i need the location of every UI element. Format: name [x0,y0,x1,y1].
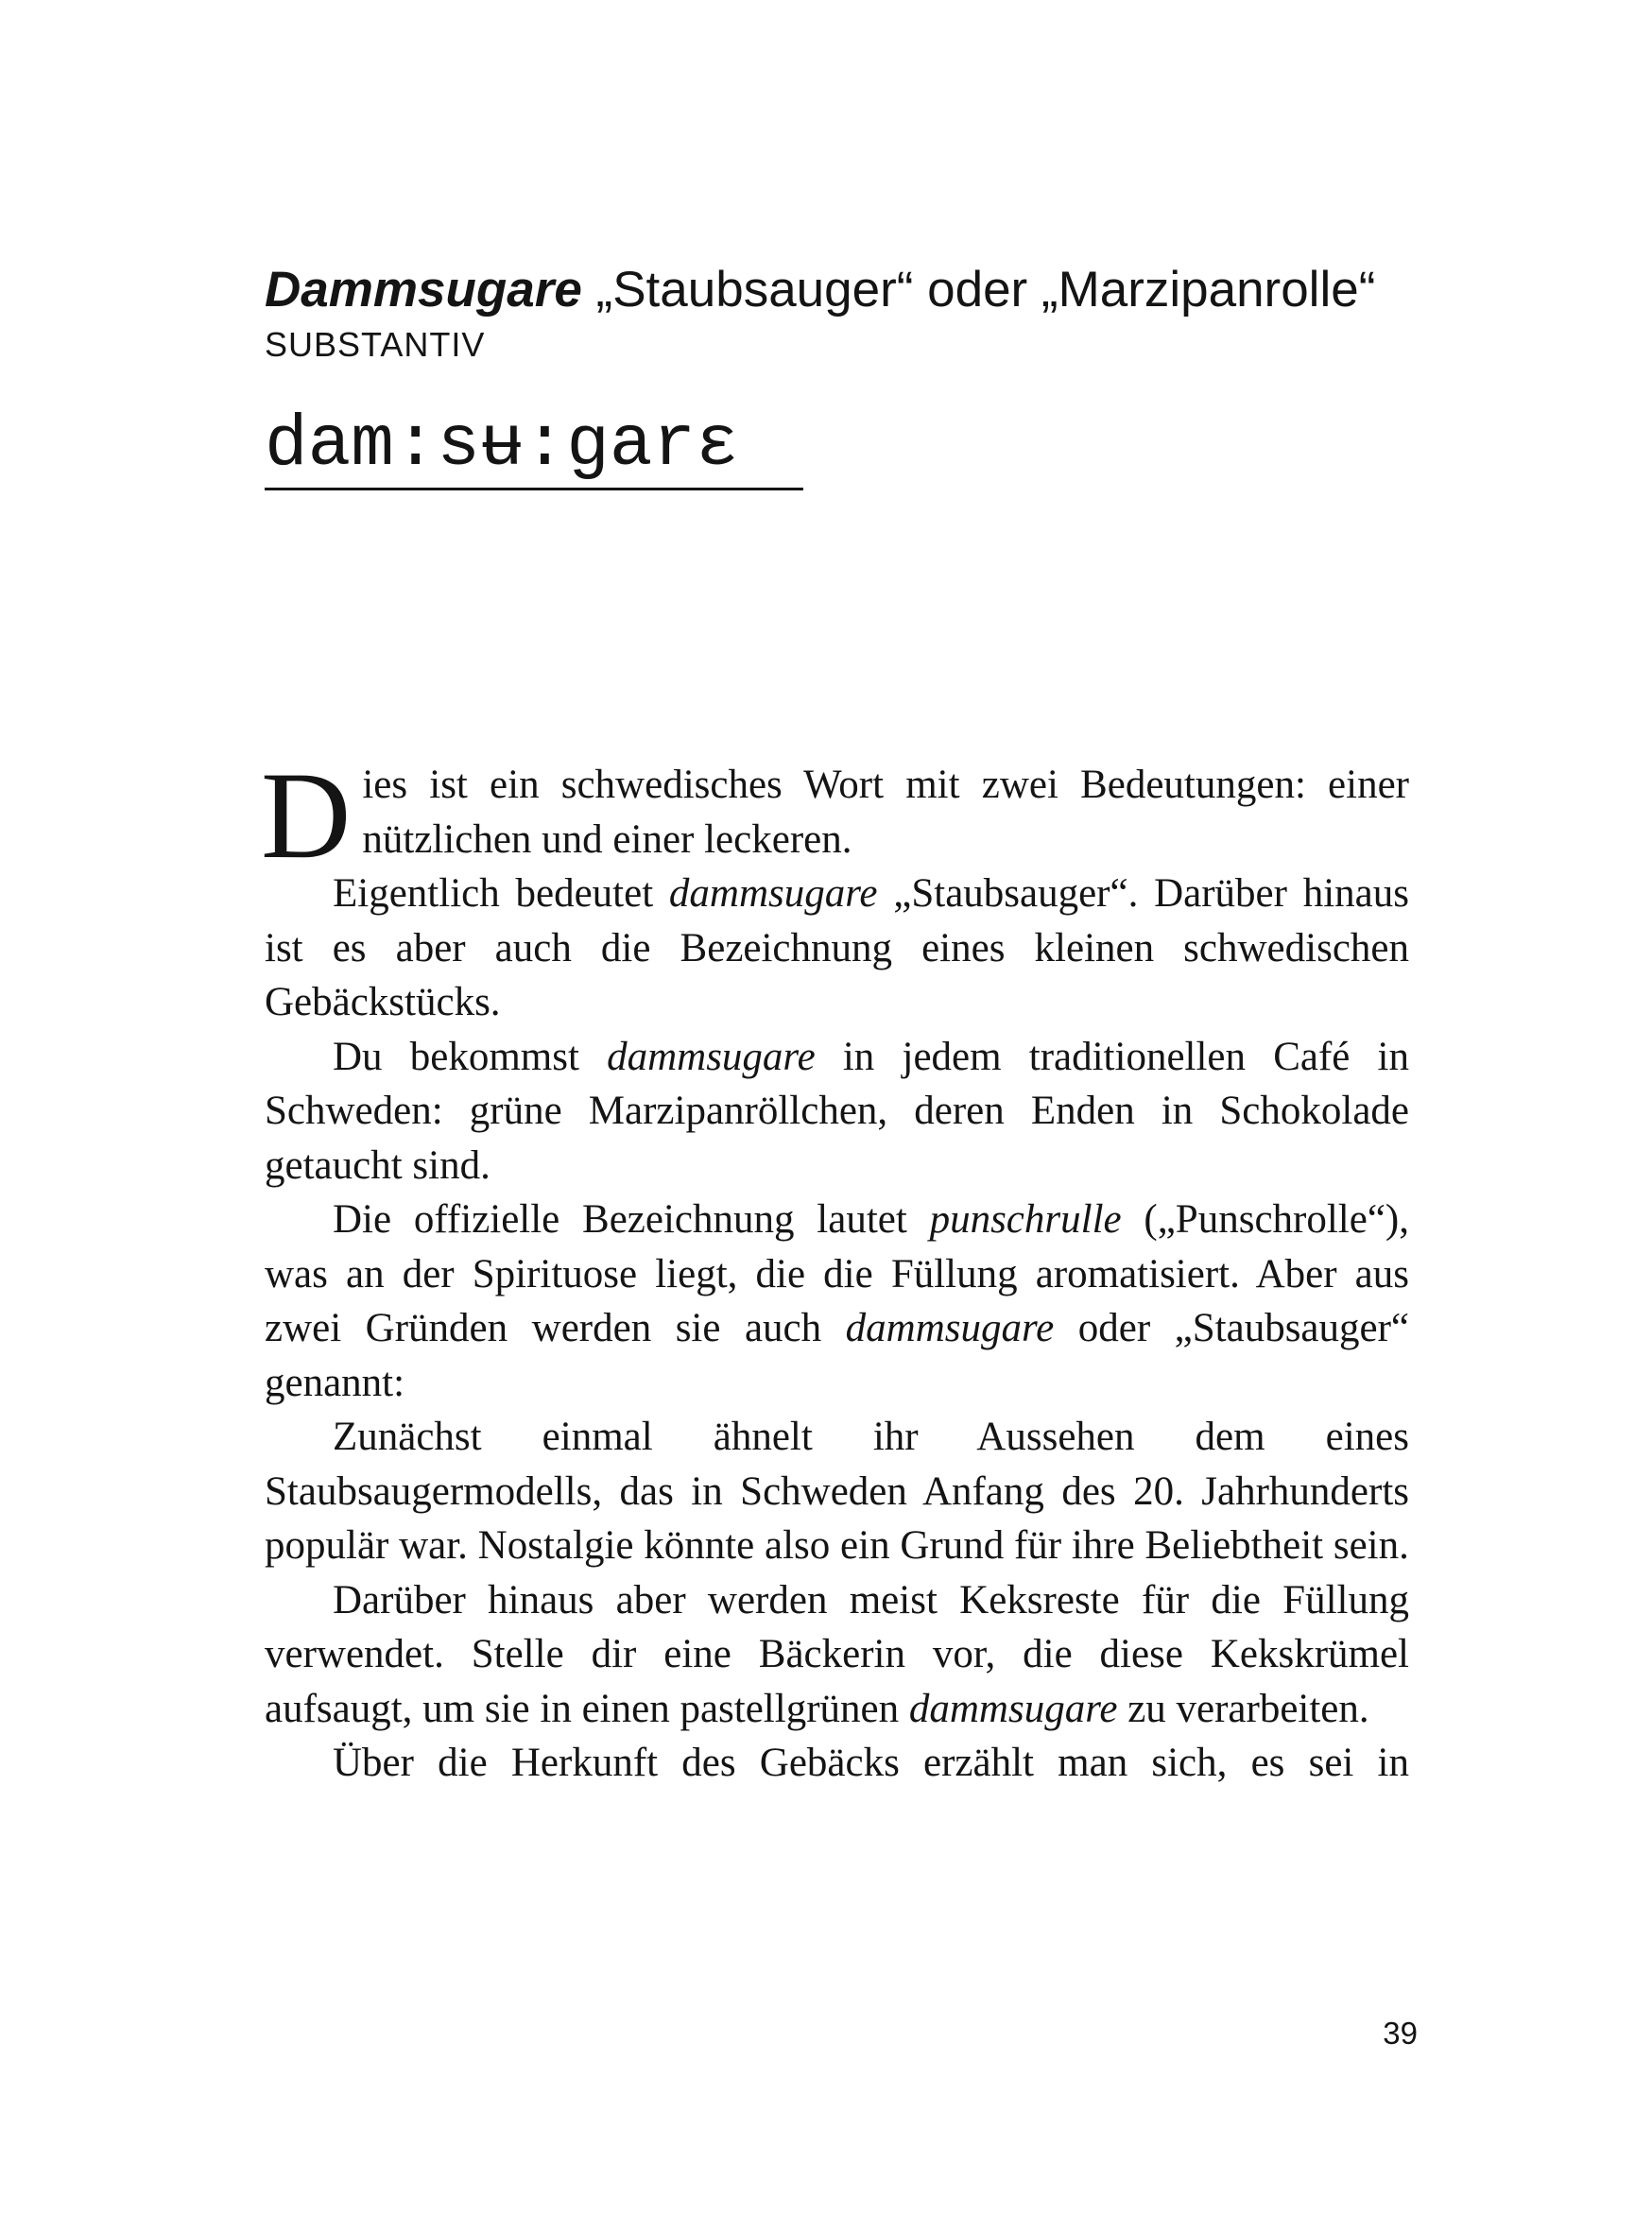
headword-gloss: „Staubsauger“ oder „Marzipanrolle“ [595,262,1376,318]
paragraph-4 [265,1193,1409,1410]
body-text [261,746,1409,1791]
paragraph-2 [265,867,1409,1030]
paragraph-4-text-a: Die offizielle Bezeichnung lautet [333,1197,930,1242]
entry-heading [265,257,1437,323]
page-number: 39 [1383,2016,1418,2051]
pronunciation: dam:sʉ:garɛ [265,403,803,490]
paragraph-2-text-b: „Staubsauger“. Darüber hinaus ist es aber auch die Bezeichnung eines kleinen schwedischen Gebäckstücks. [265,871,1409,1024]
drop-cap: D [261,746,352,884]
paragraph-2-text-a: Eigentlich bedeutet [333,871,669,916]
paragraph-4-text-b: („Punschrolle“), was an der Spirituose liegt, die die Füllung aromatisiert. Aber aus zwei Gründen werden sie auch [265,1197,1409,1350]
headword: Dammsugare [265,262,582,318]
italic-term: dammsugare [908,1686,1118,1731]
paragraph-4-text-c: oder „Staubsauger“ genannt: [265,1306,1409,1405]
paragraph-5: Zunächst einmal ähnelt ihr Aussehen dem eines Staubsaugermodells, das in Schweden Anfang des 20. Jahrhunderts populär war. Nostalgie könnte also ein Grund für ihre Beliebtheit sein. [265,1415,1409,1568]
paragraph-6-text-b: zu verarbeiten. [1117,1686,1369,1731]
part-of-speech: SUBSTANTIV [265,325,486,364]
italic-term: punschrulle [929,1197,1122,1242]
italic-term: dammsugare [845,1306,1055,1350]
paragraph-1 [261,746,1409,884]
paragraph-3-text-b: in jedem traditionellen Café in Schweden: grüne Marzipanröllchen, deren Enden in Schokolade getaucht sind. [265,1034,1409,1188]
paragraph-3-text-a: Du bekommst [333,1034,608,1079]
paragraph-6-text-a: Darüber hinaus aber werden meist Keksreste für die Füllung verwendet. Stelle dir eine Bäckerin vor, die diese Kekskrümel aufsaugt, um sie in einen pastellgrünen [265,1577,1409,1731]
italic-term: dammsugare [607,1034,816,1079]
paragraph-1-text: ies ist ein schwedisches Wort mit zwei Bedeutungen: einer nützlichen und einer leckeren. [362,763,1409,862]
paragraph-3 [265,1030,1409,1193]
paragraph-7: Über die Herkunft des Gebäcks erzählt man sich, es sei in [333,1741,1409,1785]
paragraph-6 [265,1573,1409,1737]
italic-term: dammsugare [668,871,878,916]
